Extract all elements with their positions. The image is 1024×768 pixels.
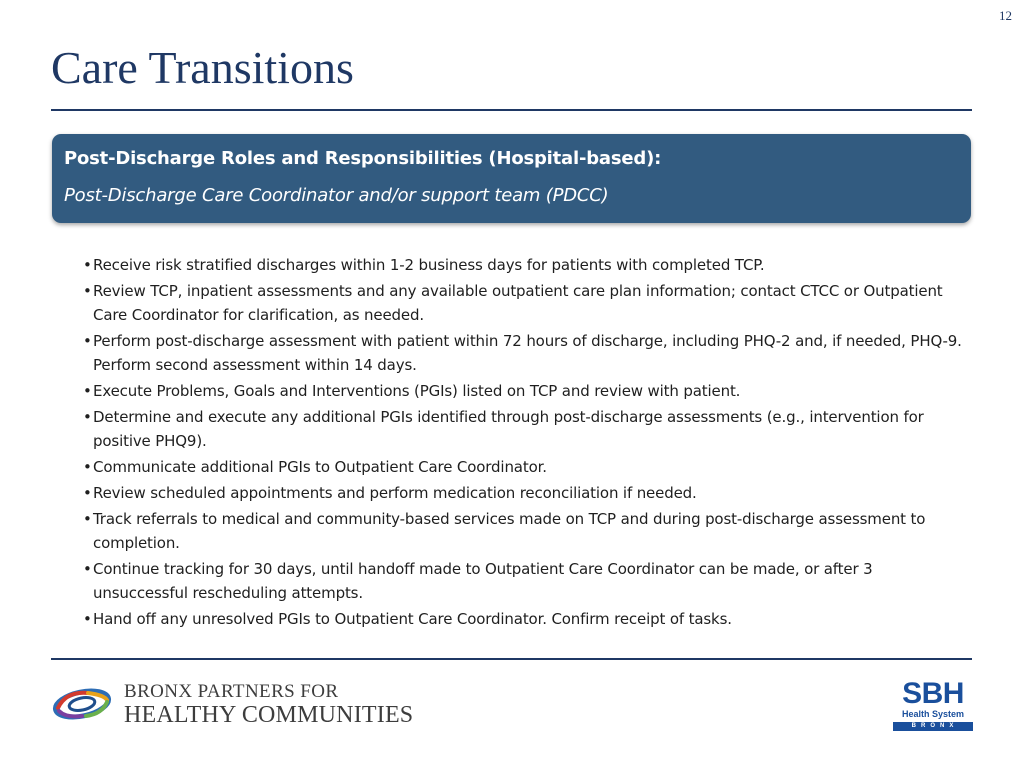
list-item: • Receive risk stratified discharges within 1-2 business days for patients with completed TCP. [83,253,963,277]
list-item: • Hand off any unresolved PGIs to Outpatient Care Coordinator. Confirm receipt of tasks. [83,607,963,631]
bullet-icon: • [83,332,92,350]
bullet-icon: • [83,610,92,628]
roles-heading: Post-Discharge Roles and Responsibilities (Hospital-based): [64,148,662,169]
list-item: • Execute Problems, Goals and Interventions (PGIs) listed on TCP and review with patient. [83,379,963,403]
sbh-subtitle: Health System [901,709,965,719]
bronx-partners-emblem-icon [52,686,112,722]
bullet-icon: • [83,510,92,528]
list-item: • Review TCP, inpatient assessments and any available outpatient care plan information; contact CTCC or Outpatient Care Coordinator for clarification, as needed. [83,279,963,327]
list-item: • Review scheduled appointments and perform medication reconciliation if needed. [83,481,963,505]
bullet-icon: • [83,382,92,400]
bullet-icon: • [83,282,92,300]
title-divider [51,109,972,111]
bronx-partners-line1: BRONX PARTNERS FOR [124,681,339,702]
bronx-partners-wordmark [124,682,413,728]
sbh-letters: SBH [902,677,964,710]
bullet-icon: • [83,560,92,578]
list-item: • Perform post-discharge assessment with patient within 72 hours of discharge, including PHQ-2 and, if needed, PHQ-9. Perform second assessment within 14 days. [83,329,963,377]
list-item: • Determine and execute any additional PGIs identified through post-discharge assessments (e.g., intervention for positive PHQ9). [83,405,963,453]
list-item: • Communicate additional PGIs to Outpatient Care Coordinator. [83,455,963,479]
sbh-health-system-logo [893,677,973,730]
footer-divider [51,658,972,660]
list-item: • Continue tracking for 30 days, until handoff made to Outpatient Care Coordinator can be made, or after 3 unsuccessful rescheduling attempts. [83,557,963,605]
bronx-partners-line2: HEALTHY COMMUNITIES [124,702,414,728]
bullet-icon: • [83,484,92,502]
sbh-bronx-bar: BRONX [893,722,973,731]
bullet-icon: • [83,458,92,476]
bronx-partners-logo [52,680,422,730]
bullet-icon: • [83,408,92,426]
roles-header-box [52,134,971,223]
responsibilities-list [83,253,963,633]
page-number: 12 [999,8,1012,23]
list-item: • Track referrals to medical and community-based services made on TCP and during post-discharge assessment to completion. [83,507,963,555]
roles-subheading: Post-Discharge Care Coordinator and/or support team (PDCC) [64,185,609,206]
slide-title: Care Transitions [51,42,354,93]
bullet-icon: • [83,256,92,274]
